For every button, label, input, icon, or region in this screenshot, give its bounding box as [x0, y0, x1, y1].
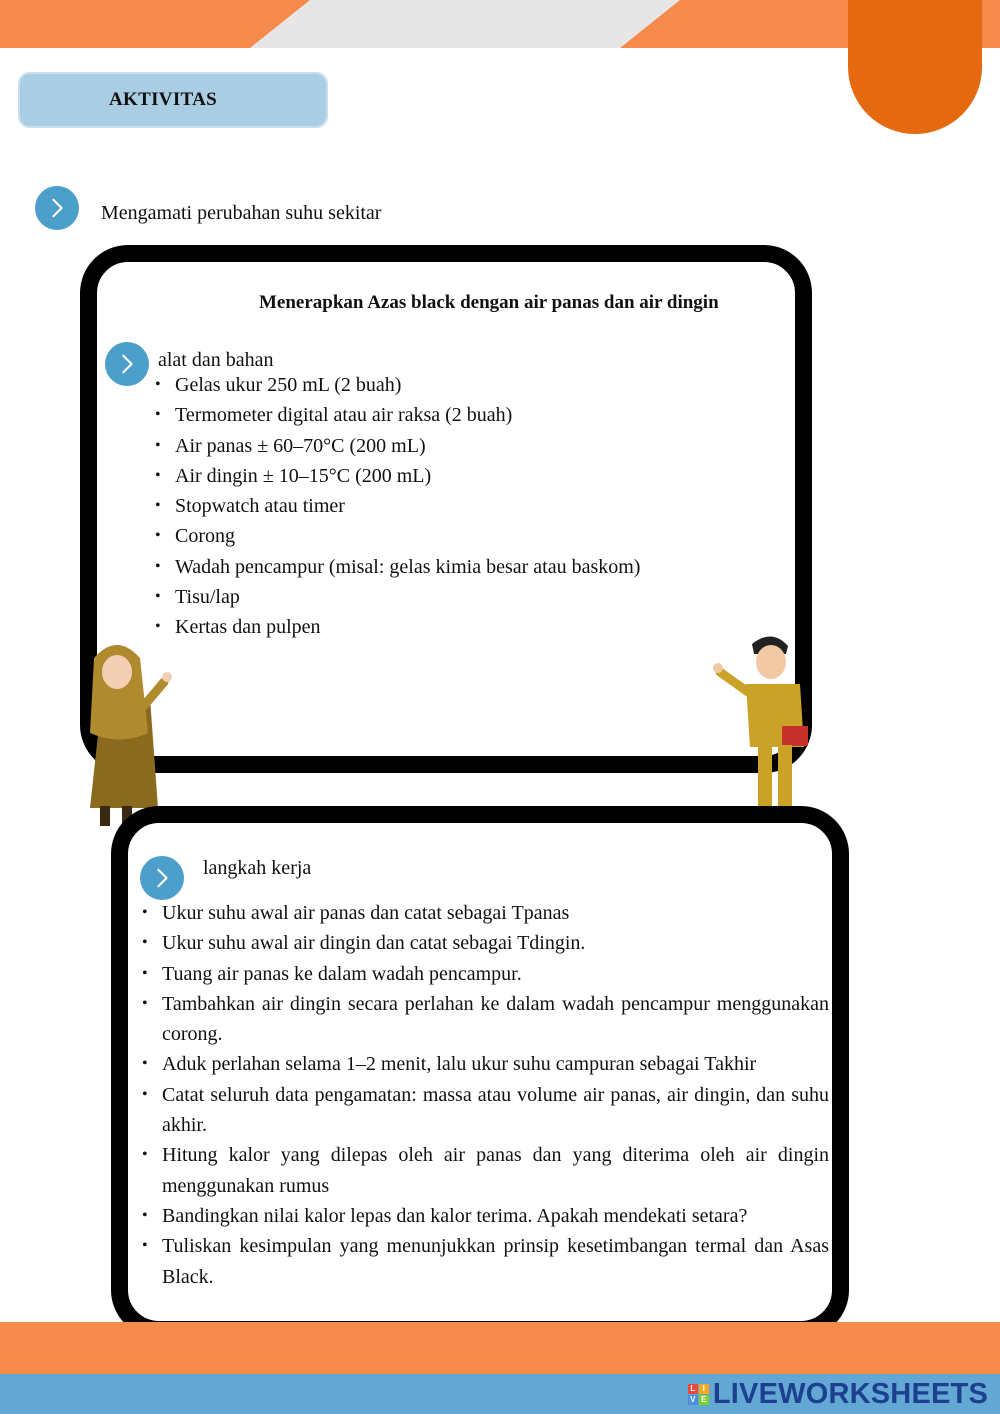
list-item: • Wadah pencampur (misal: gelas kimia besar atau baskom): [155, 552, 775, 582]
tools-heading: alat dan bahan: [158, 349, 274, 371]
liveworksheets-brand[interactable]: [688, 1374, 988, 1414]
chevron-right-icon: [105, 342, 149, 386]
teacher-man-illustration: [708, 632, 818, 822]
list-item: • Termometer digital atau air raksa (2 buah): [155, 400, 775, 430]
top-decor-gray-stripe: [250, 0, 680, 48]
steps-list: [142, 898, 829, 1292]
list-item: • Tisu/lap: [155, 582, 775, 612]
list-item: • Stopwatch atau timer: [155, 491, 775, 521]
top-right-orange-shape: [848, 0, 982, 134]
footer-orange-band: [0, 1322, 1000, 1374]
activity-tag: [18, 72, 328, 128]
tools-list: [155, 370, 775, 643]
brand-text: LIVEWORKSHEETS: [712, 1377, 988, 1410]
list-item: • Hitung kalor yang dilepas oleh air panas dan yang diterima oleh air dingin menggunakan rumus: [142, 1140, 829, 1201]
teacher-woman-illustration: [72, 638, 182, 833]
list-item: • Bandingkan nilai kalor lepas dan kalor terima. Apakah mendekati setara?: [142, 1201, 829, 1231]
list-item: • Corong: [155, 521, 775, 551]
intro-text: Mengamati perubahan suhu sekitar: [101, 202, 382, 224]
steps-heading: langkah kerja: [203, 857, 312, 879]
list-item: • Tuliskan kesimpulan yang menunjukkan prinsip kesetimbangan termal dan Asas Black.: [142, 1231, 829, 1292]
list-item: • Tambahkan air dingin secara perlahan ke dalam wadah pencampur menggunakan corong.: [142, 989, 829, 1050]
list-item: • Gelas ukur 250 mL (2 buah): [155, 370, 775, 400]
list-item: • Air panas ± 60–70°C (200 mL): [155, 431, 775, 461]
list-item: • Ukur suhu awal air panas dan catat sebagai Tpanas: [142, 898, 829, 928]
list-item: • Catat seluruh data pengamatan: massa atau volume air panas, air dingin, dan suhu akhir.: [142, 1080, 829, 1141]
list-item: • Air dingin ± 10–15°C (200 mL): [155, 461, 775, 491]
activity-label: AKTIVITAS: [109, 89, 217, 110]
list-item: • Aduk perlahan selama 1–2 menit, lalu ukur suhu campuran sebagai Takhir: [142, 1049, 829, 1079]
list-item: • Ukur suhu awal air dingin dan catat sebagai Tdingin.: [142, 928, 829, 958]
chevron-right-icon: [35, 186, 79, 230]
list-item: • Tuang air panas ke dalam wadah pencampur.: [142, 959, 829, 989]
experiment-title: Menerapkan Azas black dengan air panas dan air dingin: [259, 292, 719, 313]
chevron-right-icon: [140, 856, 184, 900]
liveworksheets-logo-icon: L I V E: [688, 1384, 709, 1405]
list-item: • Kertas dan pulpen: [155, 612, 775, 642]
